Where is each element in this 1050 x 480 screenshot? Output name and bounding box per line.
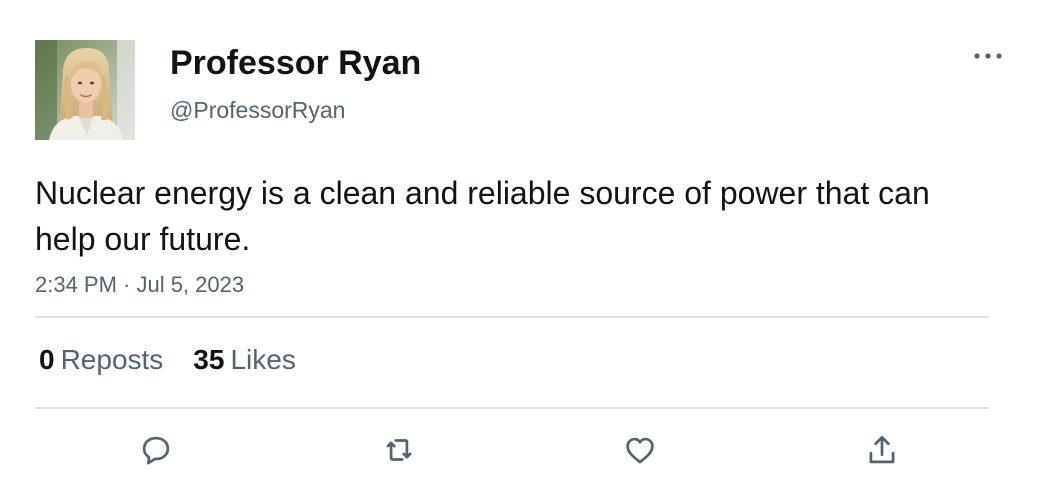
user-handle[interactable]: @ProfessorRyan (170, 97, 346, 123)
like-button[interactable] (620, 430, 660, 470)
heart-icon (621, 431, 659, 469)
likes-stat[interactable] (193, 343, 296, 377)
reposts-count: 0 (39, 344, 55, 375)
tweet-text: Nuclear energy is a clean and reliable source of power that can help our future. (35, 175, 930, 257)
more-options-button[interactable] (970, 44, 1006, 68)
tweet-timestamp[interactable]: 2:34 PM · Jul 5, 2023 (35, 272, 245, 297)
engagement-stats (39, 343, 296, 377)
likes-count: 35 (193, 344, 225, 375)
share-icon (863, 431, 901, 469)
reposts-stat[interactable] (39, 343, 163, 377)
repost-button[interactable] (379, 430, 419, 470)
display-name[interactable]: Professor Ryan (170, 44, 422, 82)
divider (35, 316, 989, 318)
divider (35, 407, 989, 409)
profile-photo (35, 40, 135, 140)
reposts-label: Reposts (60, 344, 164, 375)
reply-icon (137, 431, 175, 469)
likes-label: Likes (230, 344, 296, 375)
avatar[interactable] (35, 40, 135, 140)
share-button[interactable] (862, 430, 902, 470)
reply-button[interactable] (136, 430, 176, 470)
repost-icon (380, 431, 418, 469)
more-options-icon (970, 44, 1006, 68)
